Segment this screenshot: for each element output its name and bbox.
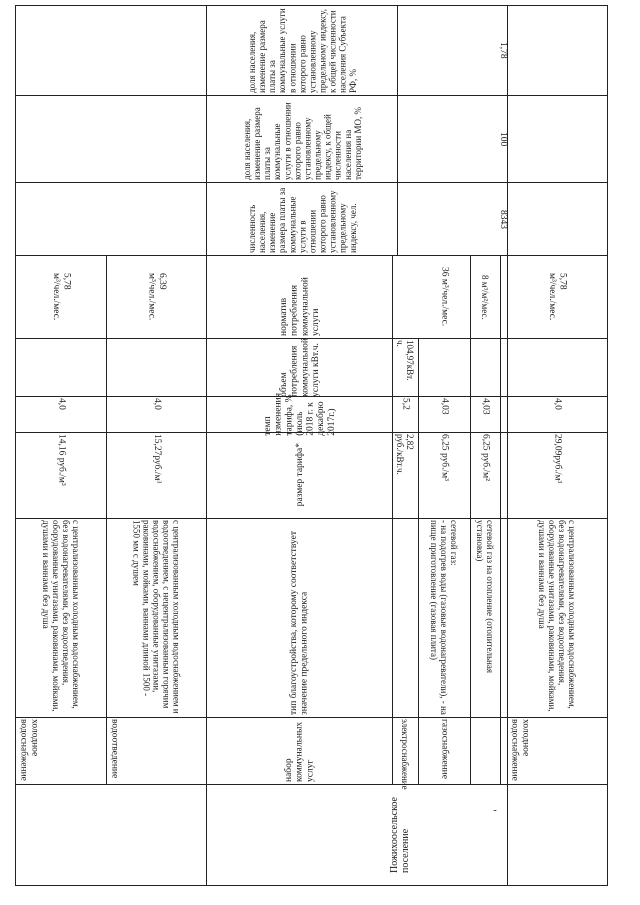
summary-share-subject: 1,78 <box>497 42 508 59</box>
water2-service: холодное водоснабжение <box>509 719 531 781</box>
electric-change: 5,2 <box>400 398 411 410</box>
row1-norm: 5,78 м³/чел./мес. <box>51 273 72 321</box>
grid-h-9 <box>15 784 608 785</box>
header-improvement: тип благоустройства, которому соответствует значение предельного индекса <box>289 531 310 715</box>
water2-improvement: с централизованным холодным водоснабжением, без водонагревателями, без водоотведения, оборудованные унитазами, раковинами, мойками, душами и ваннами без душа <box>536 520 578 712</box>
row2-service: водоотведение <box>109 719 120 779</box>
row1-tariff: 14,16 руб./м³ <box>56 434 67 486</box>
grid-h-1 <box>15 95 608 96</box>
grid-v-1 <box>106 255 107 785</box>
header-services: набор коммунальных услуг <box>284 721 316 782</box>
header-summary-share-mo: доля населения, изменение размера платы за коммунальные услуги в отношении которого равно установленному предельному индексу, к общей численности населения на территории МО, % <box>242 102 363 180</box>
grid-h-7 <box>15 518 608 519</box>
summary-share-mo: 100 <box>497 131 508 147</box>
table-border-right <box>607 5 608 885</box>
water2-norm: 5,78 м³/чел./мес. <box>547 273 568 321</box>
gas-change-b: 4,03 <box>480 398 491 415</box>
grid-h-2 <box>15 182 608 183</box>
grid-v-2 <box>206 5 207 885</box>
grid-v-3 <box>392 255 393 785</box>
row2-norm: 6,39 м³/чел./мес. <box>146 273 168 321</box>
gas-change-a: 4,03 <box>439 398 450 415</box>
gas-improvement-a: сетевой газ: - на подогрев воды (газовые водонагреватели), - на пище приготовление (газовая плита) <box>428 520 460 715</box>
row1-service: холодное водоснабжение <box>18 719 40 781</box>
water2-tariff: 29,09руб./м³ <box>552 434 563 484</box>
gas-service: газоснабжение <box>439 719 450 779</box>
row1-change: 4,0 <box>56 398 67 410</box>
electric-service: электроснабжение <box>400 719 411 790</box>
row1-improvement: с централизованным холодным водоснабжением, без водонагревателями, без водоотведения, оборудованные унитазами, раковинами, мойками, душами и ваннами без душа <box>40 520 82 712</box>
row2-change: 4,0 <box>151 398 162 410</box>
row2-tariff: 15,27руб./м³ <box>151 434 162 484</box>
summary-population: 8343 <box>497 209 508 229</box>
settlement-name: Пожихоосельское поселение <box>388 797 411 874</box>
gas-tariff-a: 6,25 руб./м³ <box>439 434 450 481</box>
grid-v-4 <box>397 5 398 255</box>
grid-h-3 <box>15 255 608 256</box>
grid-h-8 <box>15 717 608 718</box>
dash-mark: - <box>493 804 497 816</box>
gas-norm-a: 36 м³/чел./мес. <box>439 267 450 327</box>
header-norm: норматив потребления коммунальной услуги <box>278 277 321 336</box>
grid-v-7 <box>500 255 501 785</box>
row2-improvement: с централизованным холодным водоснабжением и водоотведением, с нецентрализованным горячим водоснабжением, оборудованные унитазами, раковинами, мойками, ваннами длиной 1500 - 1550 мм с душем <box>131 520 182 714</box>
header-tariff: размер тарифа* <box>294 443 305 507</box>
gas-norm-b: 8 м³/м²/мес. <box>480 274 491 320</box>
gas-tariff-b: 6,25 руб./м² <box>480 434 491 481</box>
electric-volume: 104,97кВт. ч. <box>395 340 416 381</box>
header-summary-share-subject: доля населения, изменение размера платы за коммунальные услуги в отношении которого равно установленному предельному индексу, к общей численности населения Субъекта РФ, % <box>247 8 358 93</box>
table-border-left <box>15 5 16 885</box>
gas-improvement-b: сетевой газ на отопление (отопительная установка) <box>475 520 496 674</box>
header-tariff-change: темп изменения тарифа, % (июль 2018 г. к декабрю 2017г.) <box>262 392 337 436</box>
electric-tariff: 2,82 руб./кВт.ч. <box>395 434 416 475</box>
table-border-bottom <box>15 885 608 886</box>
header-volume: объем потребления коммунальной услуги кВт.ч. <box>278 337 321 397</box>
water2-change: 4,0 <box>552 398 563 410</box>
header-summary-population: численность населения, изменение размера платы за коммунальные услуги в отношении которого равно установленному предельному индексу, чел. <box>247 187 358 253</box>
table-border-top <box>15 5 608 6</box>
